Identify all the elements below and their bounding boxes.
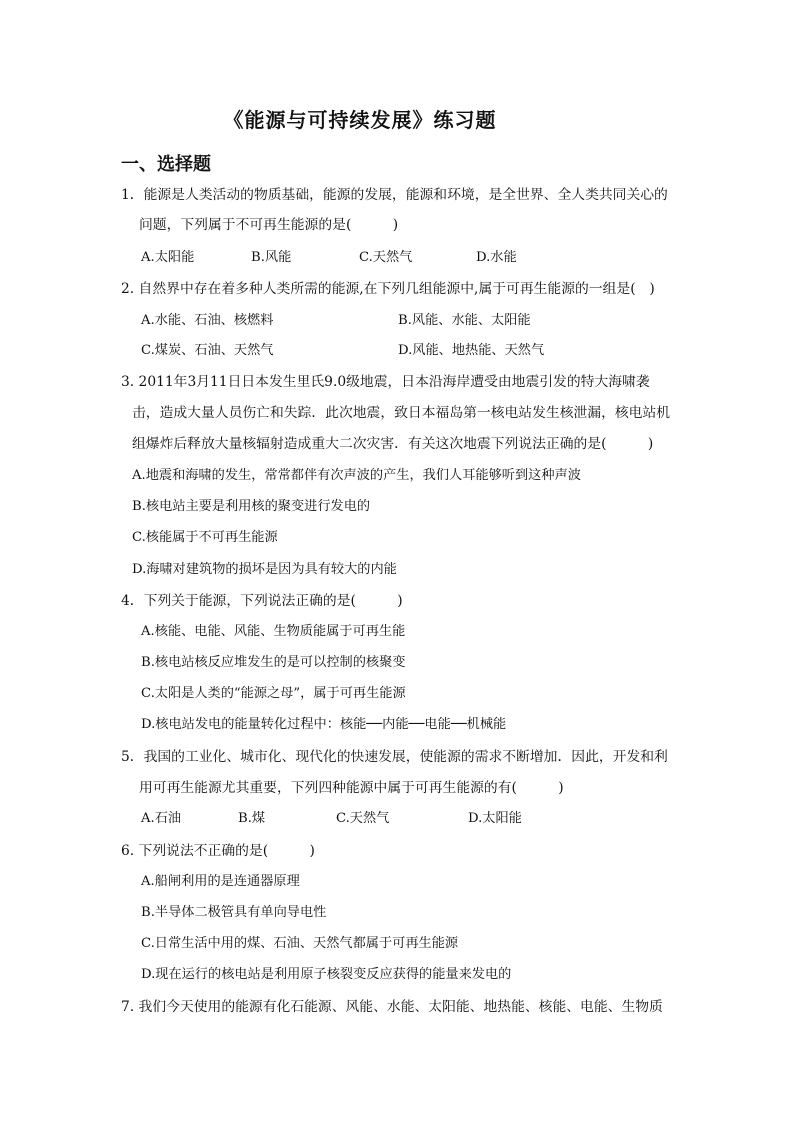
- question-2-option-b: B.风能、水能、太阳能: [398, 313, 531, 328]
- question-7-line-1: 7. 我们今天使用的能源有化石能源、风能、水能、太阳能、地热能、核能、电能、生物质: [121, 999, 663, 1015]
- question-2-option-c: C.煤炭、石油、天然气: [141, 343, 274, 358]
- question-6-line-1: 6. 下列说法不正确的是( ): [121, 843, 315, 859]
- question-3-option-c: C.核能属于不可再生能源: [132, 530, 278, 545]
- question-3-line-1: 3. 2011年3月11日日本发生里氏9.0级地震，日本沿海岸遭受由地震引发的特大海啸袭: [121, 374, 650, 390]
- question-1-line-1: 1．能源是人类活动的物质基础，能源的发展，能源和环境，是全世界、全人类共同关心的: [121, 187, 668, 203]
- question-1-option-d: D.水能: [476, 250, 517, 265]
- question-1-option-a: A.太阳能: [141, 250, 195, 265]
- question-1-line-2: 问题，下列属于不可再生能源的是( ): [139, 217, 399, 233]
- question-4-option-d: D.核电站发电的能量转化过程中：核能──内能──电能──机械能: [141, 717, 507, 732]
- question-4-option-a: A.核能、电能、风能、生物质能属于可再生能: [141, 624, 406, 639]
- question-6-option-c: C.日常生活中用的煤、石油、天然气都属于可再生能源: [141, 936, 459, 951]
- question-6-option-b: B.半导体二极管具有单向导电性: [141, 905, 327, 920]
- question-5-option-b: B.煤: [238, 811, 266, 826]
- question-3-line-3: 组爆炸后释放大量核辐射造成重大二次灾害．有关这次地震下列说法正确的是( ): [132, 436, 654, 452]
- question-4-option-b: B.核电站核反应堆发生的是可以控制的核聚变: [141, 655, 406, 670]
- question-5-option-d: D.太阳能: [468, 811, 522, 826]
- question-5-option-a: A.石油: [141, 811, 182, 826]
- question-2-option-a: A.水能、石油、核燃料: [141, 313, 274, 328]
- question-3-option-d: D.海啸对建筑物的损坏是因为具有较大的内能: [132, 562, 397, 577]
- question-6-option-a: A.船闸利用的是连通器原理: [141, 874, 300, 889]
- question-6-option-d: D.现在运行的核电站是利用原子核裂变反应获得的能量来发电的: [141, 967, 512, 982]
- question-2-option-d: D.风能、地热能、天然气: [398, 343, 545, 358]
- question-3-option-b: B.核电站主要是利用核的聚变进行发电的: [132, 499, 371, 514]
- question-5-line-1: 5．我国的工业化、城市化、现代化的快速发展，使能源的需求不断增加．因此，开发和利: [121, 749, 668, 765]
- question-4-line-1: 4．下列关于能源，下列说法正确的是( ): [121, 593, 403, 609]
- question-5-line-2: 用可再生能源尤其重要，下列四种能源中属于可再生能源的有( ): [139, 780, 564, 796]
- question-1-option-b: B.风能: [251, 250, 292, 265]
- question-3-line-2: 击，造成大量人员伤亡和失踪．此次地震，致日本福岛第一核电站发生核泄漏，核电站机: [132, 405, 671, 421]
- section-heading: 一、选择题: [121, 154, 211, 175]
- question-1-option-c: C.天然气: [359, 250, 413, 265]
- document-title: 《能源与可持续发展》练习题: [223, 108, 497, 132]
- question-4-option-c: C.太阳是人类的“能源之母”，属于可再生能源: [141, 686, 406, 701]
- question-3-option-a: A.地震和海啸的发生，常常都伴有次声波的产生，我们人耳能够听到这种声波: [132, 468, 581, 483]
- question-5-option-c: C.天然气: [336, 811, 390, 826]
- question-2-line-1: 2. 自然界中存在着多种人类所需的能源,在下列几组能源中,属于可再生能源的一组是( ): [121, 281, 655, 297]
